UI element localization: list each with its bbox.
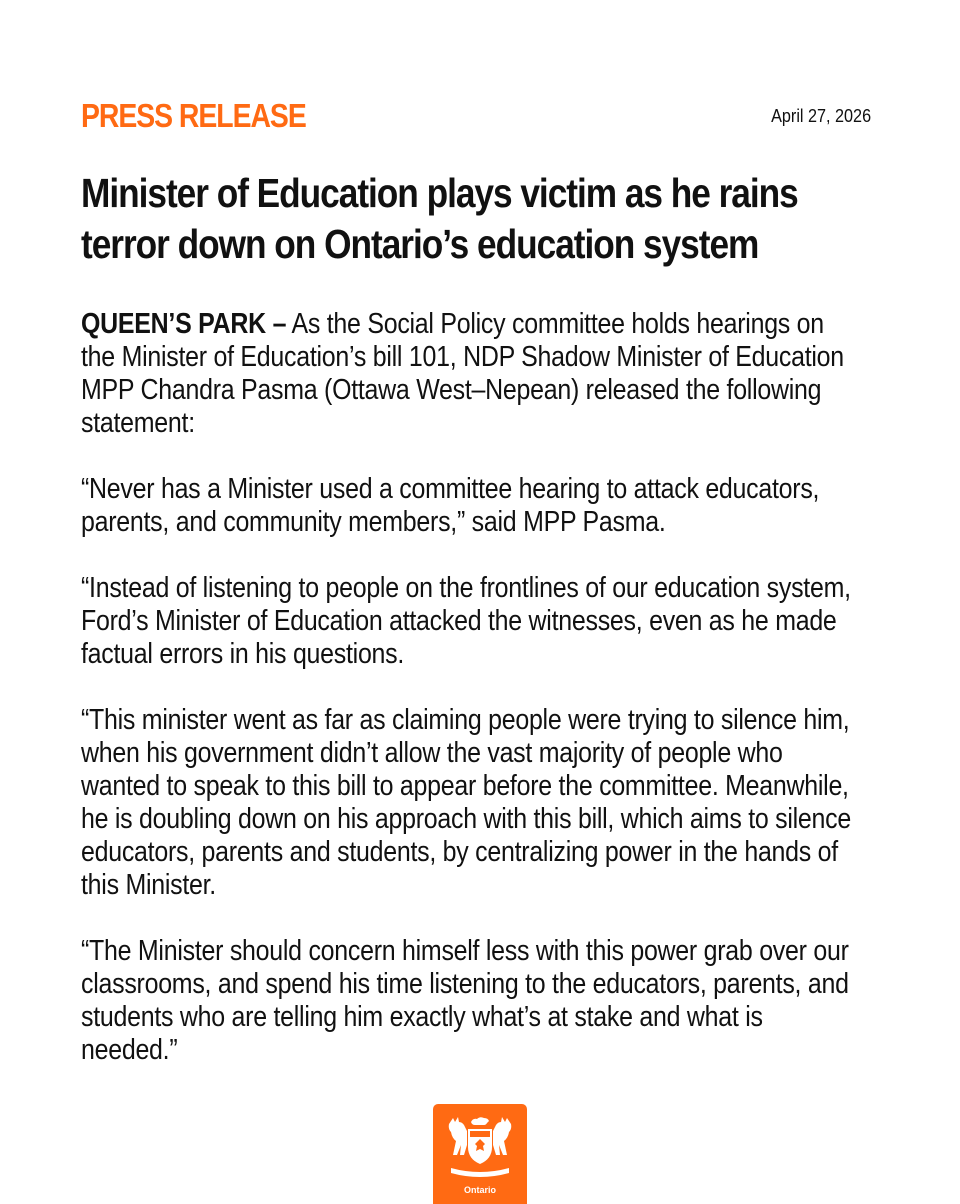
press-release-label: PRESS RELEASE <box>81 97 306 134</box>
ontario-wordmark: Ontario <box>463 1185 496 1195</box>
release-date: April 27, 2026 <box>771 106 871 126</box>
paragraph-5: “The Minister should concern himself less with this power grab over our classrooms, and spend his time listening to the educators, parents, and students who are telling him exactly what’s at stake and what is needed.” <box>81 935 849 1066</box>
paragraph-3: “Instead of listening to people on the frontlines of our education system, Ford’s Minister of Education attacked the witnesses, even as he made factual errors in his questions. <box>81 572 851 670</box>
paragraph-1 <box>81 308 855 440</box>
release-header <box>81 96 871 140</box>
headline: Minister of Education plays victim as he rains terror down on Ontario’s education system <box>81 170 798 267</box>
paragraph-4: “This minister went as far as claiming people were trying to silence him, when his government didn’t allow the vast majority of people who wanted to speak to this bill to appear before the committee. Meanwhile, he is doubling down on his approach with this bill, which aims to silence educators, parents and students, by centralizing power in the hands of this Minister. <box>81 704 851 901</box>
ontario-logo <box>433 1104 527 1204</box>
release-body <box>81 308 855 1100</box>
paragraph-1-text: As the Social Policy committee holds hearings on the Minister of Education’s bill 101, NDP Shadow Minister of Education MPP Chandra Pasma (Ottawa West–Nepean) released the following statement: <box>81 308 844 439</box>
paragraph-2: “Never has a Minister used a committee hearing to attack educators, parents, and community members,” said MPP Pasma. <box>81 473 820 538</box>
dateline: QUEEN’S PARK – <box>81 308 287 340</box>
